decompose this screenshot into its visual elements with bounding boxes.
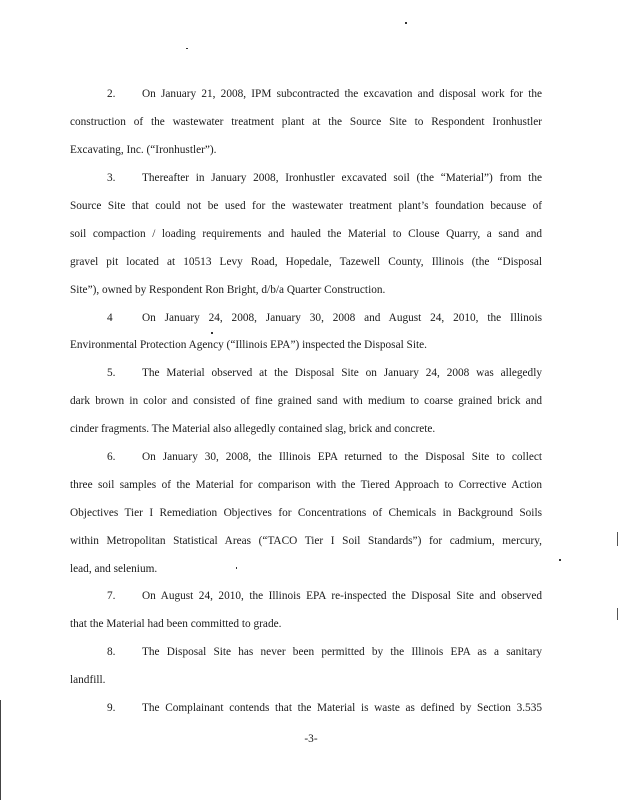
paragraph-2-line-2: construction of the wastewater treatment plant at the Source Site to Respondent Ironhustler (70, 116, 542, 128)
paragraph-7-line-2: that the Material had been committed to grade. (70, 618, 282, 630)
paragraph-3-line-4: gravel pit located at 10513 Levy Road, Hopedale, Tazewell County, Illinois (the “Disposal (70, 256, 542, 268)
paragraph-6-number: 6. (107, 451, 116, 463)
margin-mark (617, 532, 618, 546)
paragraph-8-line-1: The Disposal Site has never been permitted by the Illinois EPA as a sanitary (142, 646, 542, 658)
paragraph-5-line-1: The Material observed at the Disposal Site on January 24, 2008 was allegedly (142, 367, 542, 379)
edge-mark (0, 700, 1, 800)
scan-speck (186, 48, 188, 49)
scan-speck (559, 559, 561, 561)
scan-speck (405, 22, 407, 24)
paragraph-6-line-2: three soil samples of the Material for comparison with the Tiered Approach to Corrective Action (70, 479, 542, 491)
paragraph-3-line-1: Thereafter in January 2008, Ironhustler excavated soil (the “Material”) from the (142, 172, 542, 184)
paragraph-8-number: 8. (107, 646, 116, 658)
paragraph-4-line-2: Environmental Protection Agency (“Illinois EPA”) inspected the Disposal Site. (70, 339, 427, 351)
paragraph-2-line-1: On January 21, 2008, IPM subcontracted the excavation and disposal work for the (142, 88, 542, 100)
paragraph-2-number: 2. (107, 88, 116, 100)
scan-speck (211, 332, 213, 334)
scan-speck (236, 567, 237, 569)
paragraph-6-line-5: lead, and selenium. (70, 563, 158, 575)
paragraph-9-line-1: The Complainant contends that the Material is waste as defined by Section 3.535 (142, 702, 542, 714)
paragraph-5-line-2: dark brown in color and consisted of fine grained sand with medium to coarse grained brick and (70, 395, 542, 407)
paragraph-5-number: 5. (107, 367, 116, 379)
paragraph-4-number: 4 (107, 312, 113, 324)
paragraph-6-line-4: within Metropolitan Statistical Areas (“TACO Tier I Soil Standards”) for cadmium, mercury, (70, 535, 542, 547)
paragraph-4-line-1: On January 24, 2008, January 30, 2008 and August 24, 2010, the Illinois (142, 312, 542, 324)
page-number: -3- (304, 733, 318, 745)
paragraph-5-line-3: cinder fragments. The Material also allegedly contained slag, brick and concrete. (70, 423, 436, 435)
paragraph-3-line-3: soil compaction / loading requirements and hauled the Material to Clouse Quarry, a sand and (70, 228, 542, 240)
paragraph-8-line-2: landfill. (70, 674, 106, 686)
paragraph-2-line-3: Excavating, Inc. (“Ironhustler”). (70, 144, 217, 156)
paragraph-3-line-5: Site”), owned by Respondent Ron Bright, d/b/a Quarter Construction. (70, 284, 386, 296)
paragraph-3-line-2: Source Site that could not be used for the wastewater treatment plant’s foundation because of (70, 200, 542, 212)
paragraph-3-number: 3. (107, 172, 116, 184)
paragraph-9-number: 9. (107, 702, 116, 714)
paragraph-6-line-3: Objectives Tier I Remediation Objectives for Concentrations of Chemicals in Background Soils (70, 507, 542, 519)
paragraph-7-number: 7. (107, 590, 116, 602)
paragraph-6-line-1: On January 30, 2008, the Illinois EPA returned to the Disposal Site to collect (142, 451, 542, 463)
paragraph-7-line-1: On August 24, 2010, the Illinois EPA re-inspected the Disposal Site and observed (142, 590, 542, 602)
margin-mark (617, 608, 618, 620)
